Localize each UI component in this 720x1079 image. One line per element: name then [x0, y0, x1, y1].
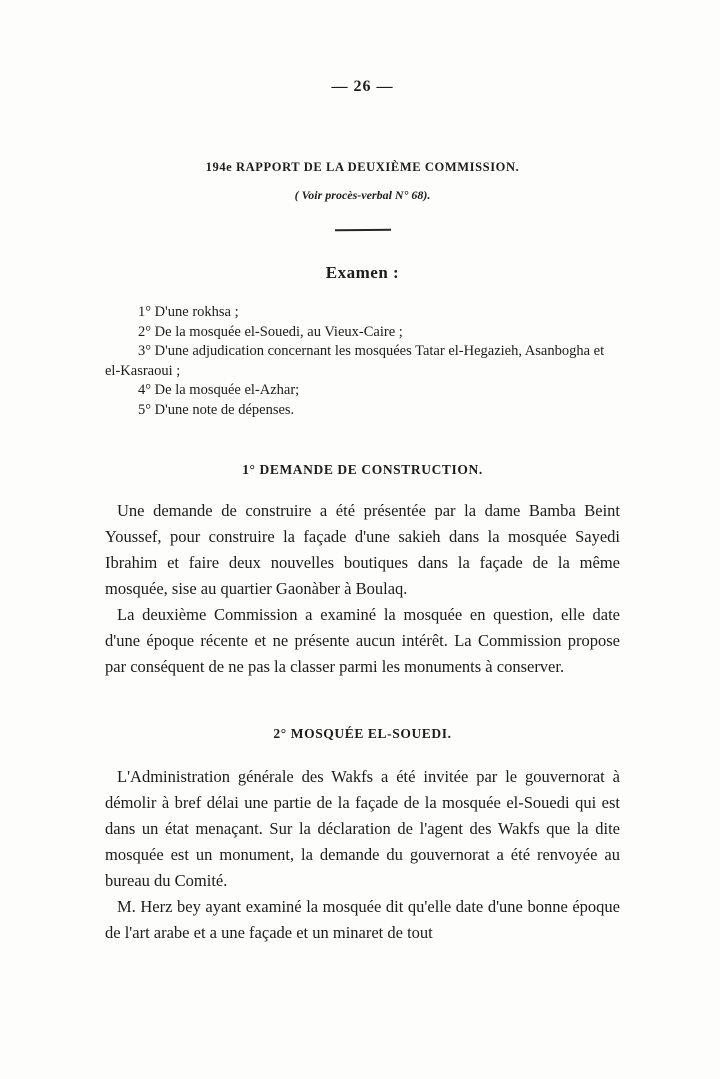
- examen-heading: Examen :: [325, 263, 400, 282]
- report-title: 194e RAPPORT DE LA DEUXIÈME COMMISSION.: [205, 160, 520, 174]
- paragraph: M. Herz bey ayant examiné la mosquée dit qu'elle date d'une bonne époque de l'art arabe et a une façade et un minaret de tout: [105, 897, 620, 942]
- divider-rule: [334, 229, 390, 231]
- list-item: 1° D'une rokhsa ;: [138, 304, 239, 320]
- section-demande-de-construction: [105, 462, 620, 680]
- list-item: 5° D'une note de dépenses.: [138, 401, 295, 418]
- paragraph: La deuxième Commission a examiné la mosquée en question, elle date d'une époque récente et ne présente aucun intérêt. La Commission propose par conséquent de ne pas la classer parmi les monuments à conserver.: [105, 605, 620, 676]
- section-heading: 1° DEMANDE DE CONSTRUCTION.: [242, 462, 483, 477]
- paragraph: L'Administration générale des Wakfs a été invitée par le gouvernorat à démolir à bref délai une partie de la façade de la mosquée el-Souedi qui est dans un état menaçant. Sur la déclaration de l'agent des Wakfs que la dite mosquée est un monument, la demande du gouvernorat a été renvoyée au bureau du Comité.: [105, 767, 620, 890]
- list-item: 3° D'une adjudication concernant les mosquées Tatar el-Hegazieh, Asanbogha et el-Kasraoui ;: [105, 343, 605, 379]
- page-number: — 26 —: [331, 78, 394, 95]
- report-subtitle: ( Voir procès-verbal N° 68).: [294, 188, 431, 202]
- list-item: 2° De la mosquée el-Souedi, au Vieux-Caire ;: [138, 323, 403, 340]
- section-mosquee-el-souedi: [105, 726, 620, 946]
- examen-list: [105, 303, 620, 420]
- list-item: 4° De la mosquée el-Azhar;: [138, 382, 300, 398]
- paragraph: Une demande de construire a été présentée par la dame Bamba Beint Youssef, pour construire la façade d'une sakieh dans la mosquée Sayedi Ibrahim et faire deux nouvelles boutiques dans la façade de la même mosquée, sise au quartier Gaonàber à Boulaq.: [105, 501, 620, 598]
- section-heading: 2° MOSQUÉE EL-SOUEDI.: [273, 726, 452, 741]
